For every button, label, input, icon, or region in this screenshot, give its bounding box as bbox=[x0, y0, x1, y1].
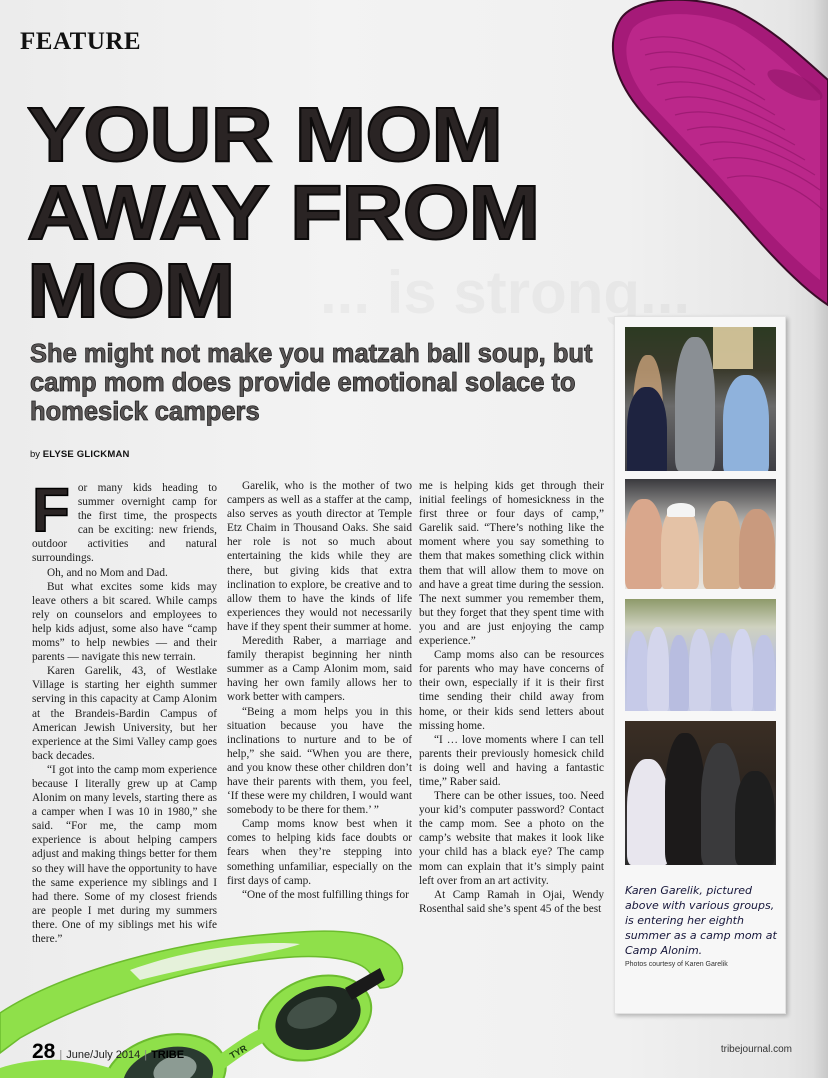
byline-prefix: by bbox=[30, 449, 41, 460]
page-number: 28 bbox=[32, 1040, 56, 1063]
headline-line: MOM bbox=[27, 248, 235, 334]
article-paragraph: “One of the most fulfilling things for bbox=[242, 888, 409, 901]
article-paragraph: Garelik, who is the mother of two campers as well as a staffer at the camp, also serves as youth director at Temple Etz Chaim in Thousand Oaks. She said her role is not so much about entertaining the kids while they are there, but giving kids that extra inclination to explore, be creative and to allow them to have the kinds of life experiences they would not necessarily have if they spent their summer at home. bbox=[227, 480, 412, 633]
byline-author: ELYSE GLICKMAN bbox=[42, 449, 130, 460]
article-paragraph: “I got into the camp mom experience because I literally grew up at Camp Alonim on many levels, starting there as a camper when I was 10 in 1980,” she said. “For me, the camp mom experience is about helping campers adjust and making things better for them so they will have the opportunity to have the same experience my siblings and I had there. Some of my closest friends are people I met during my summers there. One of my siblings met his wife there.” bbox=[32, 763, 217, 945]
article-paragraph: Meredith Raber, a marriage and family therapist beginning her ninth summer as a Camp Alonim mom, said having her own family allows her to work better with campers. bbox=[227, 635, 412, 704]
section-label: FEATURE bbox=[20, 28, 142, 55]
group-photo-indoor-icon bbox=[625, 479, 776, 589]
group-photo-campers-icon bbox=[625, 599, 776, 711]
article-paragraph: me is helping kids get through their initial feelings of homesickness in the first three or four days of camp,” Garelik said. “There’s nothing like the moment where you say something to them that makes something click within them that will allow them to move on and have a great time during the session. The next summer you remember them, but they forget that they spent time with you and are just enjoying the camp experience.” bbox=[419, 480, 604, 648]
article-paragraph: “Being a mom helps you in this situation because you have the inclinations to nurture and to be of help,” she said. “When you are there, and you know these other children don’t have their parents with them, you feel, ‘If these were my children, I would want somebody to be there for them.’ ” bbox=[227, 705, 412, 817]
photo-caption: Karen Garelik, pictured above with various groups, is entering her eighth summer as a camp mom at Camp Alonim. bbox=[625, 884, 777, 957]
website-url: tribejournal.com bbox=[720, 1044, 792, 1055]
headline bbox=[27, 92, 587, 334]
article-paragraph: But what excites some kids may leave others a bit scared. While camps rely on counselors and employees to help kids adjust, some also have “camp moms” to help newbies — and their parents — navigate this new terrain. bbox=[32, 580, 217, 664]
article-paragraph: For many kids heading to summer overnight camp for the first time, the prospects can be exciting: new friends, outdoor activities and natural surroundings. bbox=[32, 476, 217, 565]
magazine-name: TRIBE bbox=[151, 1049, 185, 1061]
footer-folio bbox=[32, 1040, 184, 1064]
article-paragraph: At Camp Ramah in Ojai, Wendy Rosenthal said she’s spent 45 of the best bbox=[419, 888, 604, 915]
issue-date: June/July 2014 bbox=[66, 1049, 141, 1061]
article-paragraph: “I … love moments where I can tell parents their previously homesick child is doing well and having a fantastic time,” Raber said. bbox=[419, 733, 604, 788]
article-column-1 bbox=[32, 476, 217, 946]
drop-cap: F bbox=[32, 476, 70, 545]
article-column-2 bbox=[227, 479, 412, 902]
article-paragraph: Oh, and no Mom and Dad. bbox=[47, 566, 168, 579]
article-column-3 bbox=[419, 479, 604, 916]
article-paragraph: There can be other issues, too. Need your kid’s computer password? Contact the camp mom. See a photo on the camp’s website that makes it look like your child has a black eye? The camp mom can explain that it’s simply paint left over from an art activity. bbox=[419, 790, 604, 887]
goggles-brand-text: TYR bbox=[228, 1043, 249, 1061]
byline bbox=[30, 449, 130, 460]
group-photo-formal-icon bbox=[625, 721, 776, 865]
article-paragraph: Camp moms know best when it comes to helping kids face doubts or fears when they’re stepping into something unfamiliar, especially on the first days of camp. bbox=[227, 818, 412, 887]
photo-credit: Photos courtesy of Karen Garelik bbox=[625, 961, 728, 968]
subtitle: She might not make you matzah ball soup, but camp mom does provide emotional solace to homesick campers bbox=[30, 340, 593, 426]
headline-line: YOUR MOM bbox=[27, 92, 502, 178]
article-paragraph: Camp moms also can be resources for parents who may have concerns of their own, especially if it is their first time sending their child away from home, or their kids send letters about missing home. bbox=[419, 649, 604, 732]
group-photo-costume-icon bbox=[625, 327, 776, 471]
headline-line: AWAY FROM bbox=[27, 170, 540, 256]
footer-separator: | bbox=[144, 1049, 148, 1061]
photo-sidebar bbox=[614, 316, 786, 1014]
article-paragraph: Karen Garelik, 43, of Westlake Village is starting her eighth summer serving in this capacity at Camp Alonim at the Brandeis-Bardin Campus of American Jewish University, but her experience at the Simi Valley camp goes back decades. bbox=[32, 665, 217, 762]
footer-separator: | bbox=[59, 1049, 63, 1061]
